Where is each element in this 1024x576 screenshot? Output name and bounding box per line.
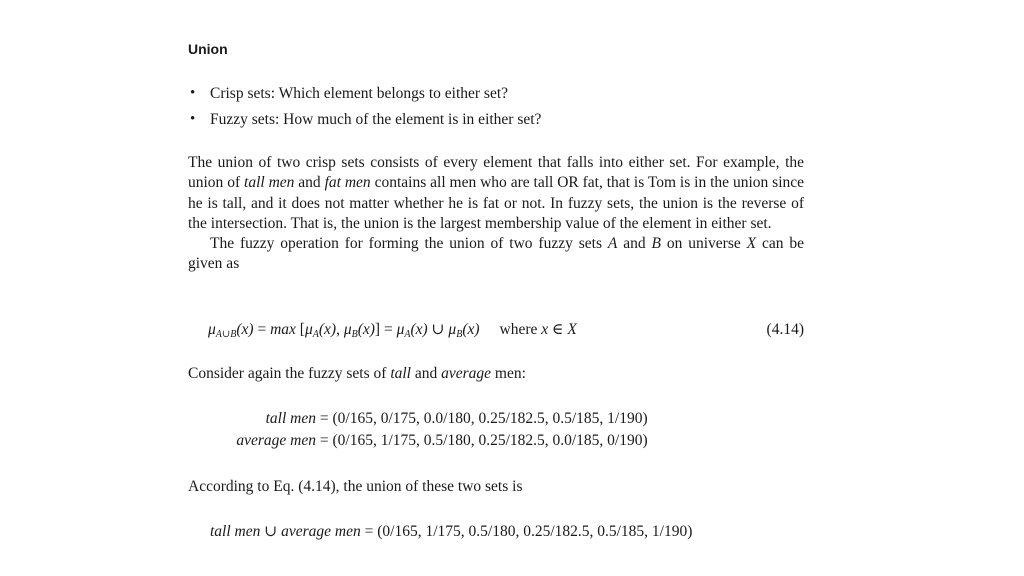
text-run: men:: [491, 365, 526, 382]
equation-number: (4.14): [766, 321, 804, 338]
bracket: [: [295, 321, 305, 338]
equals-sign: =: [380, 321, 397, 338]
subscript: A: [404, 329, 411, 340]
text-run: and: [617, 235, 652, 253]
symbol-a: A: [607, 235, 618, 253]
set-values: = (0/165, 1/175, 0.5/180, 0.25/182.5, 0.0/185, 0/190): [316, 432, 648, 449]
average-men-set: [208, 430, 648, 452]
argument: (x): [410, 321, 428, 338]
paragraph-fuzzy-union: [188, 234, 804, 275]
max-operator: max: [270, 321, 296, 338]
union-result: [210, 522, 692, 542]
argument: (x): [357, 321, 375, 338]
where-expression: x ∈ X: [541, 321, 577, 338]
union-operator: ∪: [427, 321, 449, 338]
list-item: [188, 85, 541, 111]
list-item: [188, 111, 541, 137]
text-run: on universe: [660, 235, 747, 253]
text-run: and: [410, 365, 442, 382]
text-run: The fuzzy operation for forming the union of two fuzzy sets: [210, 235, 608, 253]
argument: (x): [318, 321, 337, 338]
term-average-men: average men: [281, 523, 361, 540]
mu-symbol: μ: [208, 321, 216, 338]
text-run: contains all men who are tall OR fat, that is Tom is in the union since he is tall, and it does not matter whether he is fat or not. In fuzzy sets, the union is the reverse of the intersection. That is, the union is the largest membership value of the element in either set.: [188, 174, 805, 232]
mu-symbol: μ: [304, 321, 313, 338]
equation-expression: [208, 320, 577, 340]
bullet-list: [188, 85, 541, 137]
bullet-text: Fuzzy sets: How much of the element is in either set?: [210, 111, 542, 128]
mu-symbol: μ: [343, 321, 352, 338]
subscript: B: [351, 329, 358, 340]
text-run: The union of two crisp sets consists of every element that falls into either set. For example, the union of: [188, 154, 804, 192]
text-run: Consider again the fuzzy sets of: [188, 365, 391, 382]
set-label: tall men: [265, 410, 316, 427]
symbol-x: X: [746, 235, 757, 253]
term-tall: tall: [390, 365, 411, 382]
body-text: [188, 153, 804, 275]
term-fat-men: fat men: [324, 174, 371, 192]
mu-symbol: μ: [396, 321, 405, 338]
set-values: = (0/165, 0/175, 0.0/180, 0.25/182.5, 0.5/185, 1/190): [316, 410, 648, 427]
mu-symbol: μ: [448, 321, 457, 338]
argument: (x): [236, 321, 254, 338]
union-operator: ∪: [260, 523, 282, 540]
bullet-text: Crisp sets: Which element belongs to either set?: [210, 85, 509, 102]
text-run: and: [294, 174, 325, 192]
equals-sign: =: [253, 321, 271, 338]
result-values: = (0/165, 1/175, 0.5/180, 0.25/182.5, 0.5/185, 1/190): [360, 523, 693, 540]
bullet-icon: •: [190, 111, 196, 127]
text-run: can be given as: [188, 235, 805, 273]
tall-men-set: [208, 408, 648, 430]
symbol-b: B: [651, 235, 661, 253]
section-heading: Union: [188, 41, 228, 57]
comma: ,: [336, 321, 344, 338]
bullet-icon: •: [190, 85, 196, 101]
argument: (x): [462, 321, 480, 338]
subscript: A: [312, 329, 319, 340]
paragraph-crisp-union: [188, 153, 804, 234]
equation-4-14: [208, 320, 804, 340]
term-tall-men: tall men: [244, 174, 295, 192]
term-tall-men: tall men: [210, 523, 261, 540]
set-label: average men: [236, 432, 316, 449]
bracket: ]: [374, 321, 381, 338]
subscript: A∪B: [215, 329, 237, 340]
where-text: where: [499, 321, 542, 338]
consider-sentence: [188, 364, 526, 384]
subscript: B: [456, 329, 463, 340]
according-sentence: According to Eq. (4.14), the union of these two sets is: [188, 478, 523, 495]
term-average: average: [441, 365, 492, 382]
fuzzy-set-definitions: [208, 408, 648, 452]
